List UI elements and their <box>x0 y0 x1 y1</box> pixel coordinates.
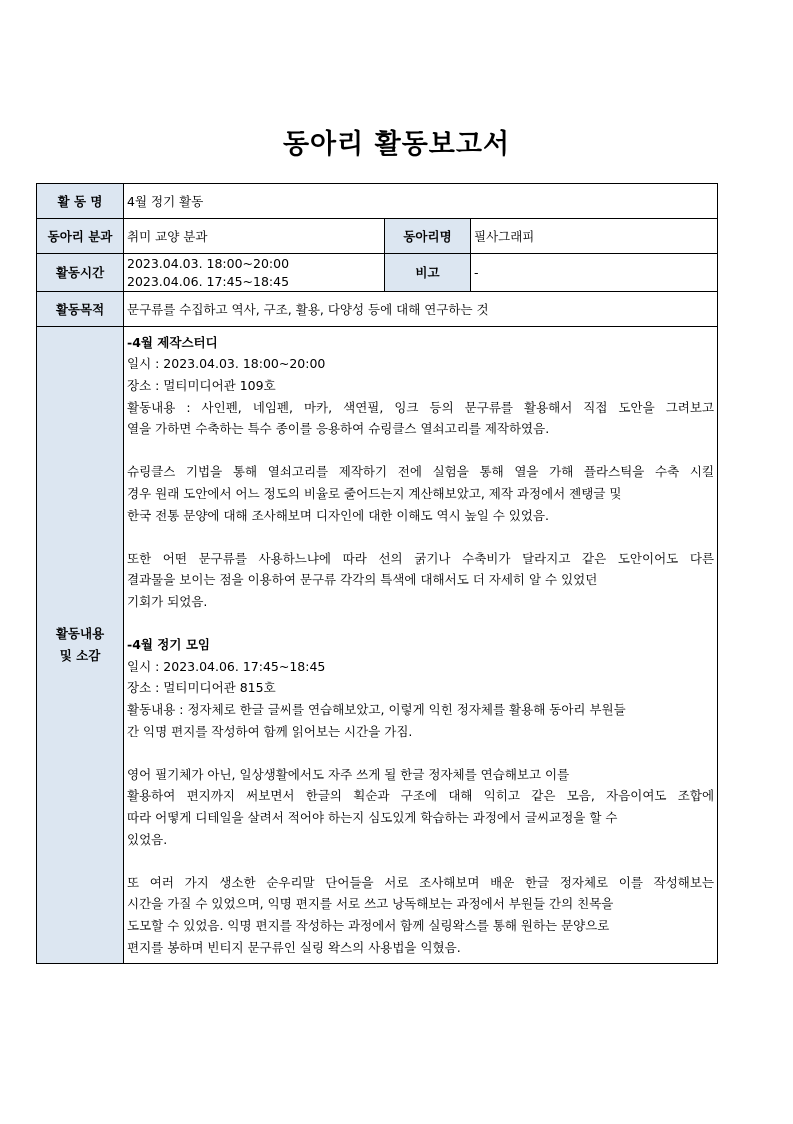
activity-name-value: 4월 정기 활동 <box>124 184 718 219</box>
content-line: 기회가 되었음. <box>127 594 208 610</box>
section-title: -4월 제작스터디 <box>127 334 218 350</box>
remarks-value: - <box>471 254 718 292</box>
content-line: 편지를 봉하며 빈티지 문구류인 실링 왁스의 사용법을 익혔음. <box>127 939 461 955</box>
paragraph-gap <box>127 850 714 872</box>
section-title: -4월 정기 모임 <box>127 637 210 653</box>
section-place: 장소 : 멀티미디어관 109호 <box>127 378 276 394</box>
content-line: 활용하여 편지까지 써보면서 한글의 획순과 구조에 대해 익히고 같은 모음, 자음이여도 조합에 <box>127 788 715 804</box>
paragraph-gap <box>127 440 714 462</box>
row-purpose <box>37 292 718 327</box>
content-line: 활동내용 : 사인펜, 네임펜, 마카, 색연필, 잉크 등의 문구류를 활용해서 직접 도안을 그려보고 <box>127 399 715 415</box>
content-line: 시간을 가질 수 있었으며, 익명 편지를 서로 쓰고 낭독해보는 과정에서 부원들 간의 친목을 <box>127 896 614 912</box>
row-activity-name <box>37 184 718 219</box>
content-line: 도모할 수 있었음. 익명 편지를 작성하는 과정에서 함께 실링왁스를 통해 원하는 문양으로 <box>127 917 610 933</box>
content-label-line-2: 및 소감 <box>59 648 101 663</box>
section-date: 일시 : 2023.04.03. 18:00~20:00 <box>127 356 326 372</box>
club-category-value: 취미 교양 분과 <box>124 219 385 254</box>
club-name-value: 필사그래피 <box>471 219 718 254</box>
purpose-label: 활동목적 <box>37 292 124 327</box>
section-study <box>127 332 714 613</box>
paragraph-gap <box>127 526 714 548</box>
club-category-label: 동아리 분과 <box>37 219 124 254</box>
report-table <box>36 183 718 964</box>
content-line: 경우 원래 도안에서 어느 정도의 비율로 줄어드는지 계산해보았고, 제작 과정에서 젠탱글 및 <box>127 486 622 502</box>
content-line: 결과물을 보이는 점을 이용하여 문구류 각각의 특색에 대해서도 더 자세히 알 수 있었던 <box>127 572 598 588</box>
content-line: 있었음. <box>127 831 168 847</box>
row-activity-time <box>37 254 718 292</box>
content-label-line-1: 활동내용 <box>55 626 105 641</box>
content-line: 또 여러 가지 생소한 순우리말 단어들을 서로 조사해보며 배운 한글 정자체로 이를 작성해보는 <box>127 874 715 890</box>
remarks-label: 비고 <box>385 254 471 292</box>
content-label <box>37 327 124 964</box>
row-club-category <box>37 219 718 254</box>
section-date: 일시 : 2023.04.06. 17:45~18:45 <box>127 658 326 674</box>
activity-time-line-2: 2023.04.06. 17:45~18:45 <box>127 273 290 289</box>
content-line: 슈링클스 기법을 통해 열쇠고리를 제작하기 전에 실험을 통해 열을 가해 플라스틱을 수축 시킬 <box>127 464 715 480</box>
content-line: 활동내용 : 정자체로 한글 글씨를 연습해보았고, 이렇게 익힌 정자체를 활용해 동아리 부원들 <box>127 701 626 717</box>
activity-time-line-1: 2023.04.03. 18:00~20:00 <box>127 255 290 271</box>
content-line: 영어 필기체가 아닌, 일상생활에서도 자주 쓰게 될 한글 정자체를 연습해보고 이를 <box>127 766 570 782</box>
content-line: 간 익명 편지를 작성하여 함께 읽어보는 시간을 가짐. <box>127 723 413 739</box>
activity-name-label: 활 동 명 <box>37 184 124 219</box>
activity-time-label: 활동시간 <box>37 254 124 292</box>
club-name-label: 동아리명 <box>385 219 471 254</box>
content-line: 열을 가하면 수축하는 특수 종이를 응용하여 슈링클스 열쇠고리를 제작하였음. <box>127 421 550 437</box>
row-content <box>37 327 718 964</box>
page-title: 동아리 활동보고서 <box>282 129 511 160</box>
paragraph-gap <box>127 742 714 764</box>
section-meeting <box>127 634 714 958</box>
purpose-value: 문구류를 수집하고 역사, 구조, 활용, 다양성 등에 대해 연구하는 것 <box>124 292 718 327</box>
content-body <box>124 327 718 964</box>
section-gap <box>127 613 714 635</box>
activity-time-value <box>124 254 385 292</box>
content-line: 한국 전통 문양에 대해 조사해보며 디자인에 대한 이해도 역시 높일 수 있었음. <box>127 507 550 523</box>
content-line: 또한 어떤 문구류를 사용하느냐에 따라 선의 굵기나 수축비가 달라지고 같은 도안이어도 다른 <box>127 550 715 566</box>
section-place: 장소 : 멀티미디어관 815호 <box>127 680 276 696</box>
content-line: 따라 어떻게 디테일을 살려서 적어야 하는지 심도있게 학습하는 과정에서 글씨교정을 할 수 <box>127 809 618 825</box>
